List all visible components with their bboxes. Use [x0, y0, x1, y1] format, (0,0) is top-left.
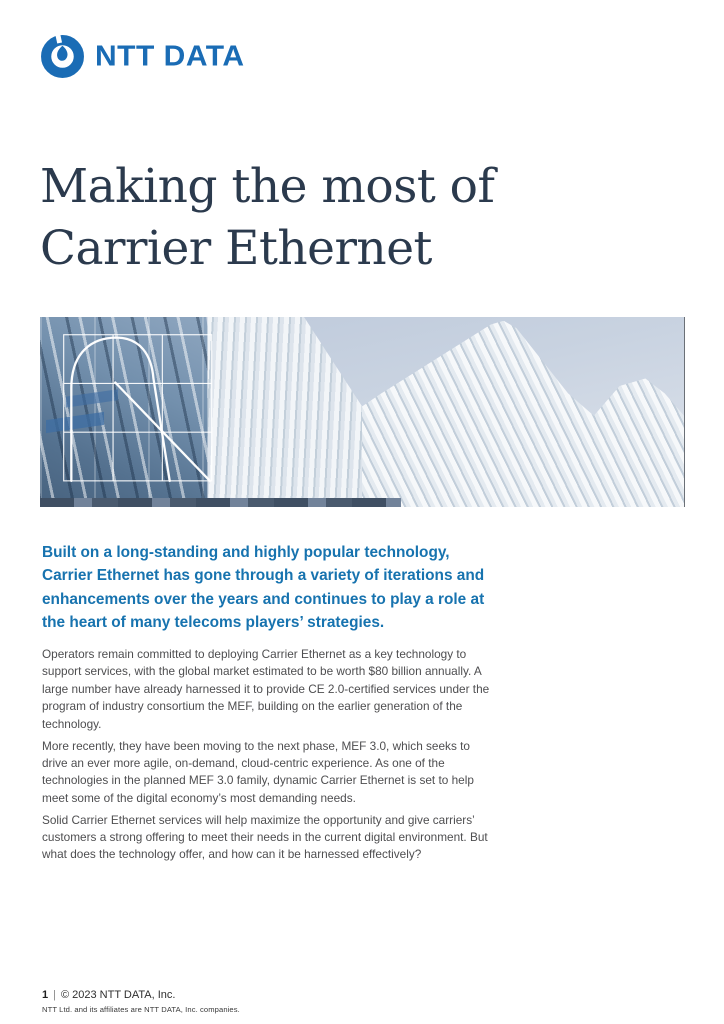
- footer-copyright-line: [42, 989, 175, 1001]
- arch-grid-motif-icon: [52, 329, 232, 499]
- title-line-1: Making the most of: [40, 159, 495, 214]
- brand-wordmark: NTT DATA: [95, 40, 245, 73]
- street-level-band: [40, 498, 401, 507]
- ntt-dynamic-loop-icon: [40, 34, 85, 79]
- ribbed-wing: [362, 321, 684, 507]
- page-title: [40, 156, 660, 280]
- footer-separator: |: [53, 989, 56, 1001]
- ntt-data-logo: [40, 34, 245, 79]
- body-paragraph-2: More recently, they have been moving to the next phase, MEF 3.0, which seeks to drive an ever more agile, on-demand, cloud-centric experience. As one of the technologies in the planned MEF 3.0 family, dynamic Carrier Ethernet is set to help meet some of the digital economy’s most demanding needs.: [42, 738, 474, 805]
- body-copy: [42, 646, 490, 868]
- body-paragraph-3: Solid Carrier Ethernet services will help maximize the opportunity and give carriers’ customers a strong offering to meet their needs in the current digital environment. But what does the technology offer, and how can it be harnessed effectively?: [42, 812, 488, 862]
- lead-paragraph: Built on a long-standing and highly popular technology, Carrier Ethernet has gone through a variety of iterations and enhancements over the years and continues to play a role at the heart of many telecoms players’ strategies.: [42, 544, 485, 632]
- hero-image: [40, 317, 685, 507]
- footer-affiliate-note: NTT Ltd. and its affiliates are NTT DATA, Inc. companies.: [42, 1005, 240, 1014]
- title-line-2: Carrier Ethernet: [40, 221, 432, 276]
- copyright-text: © 2023 NTT DATA, Inc.: [60, 989, 176, 1001]
- page-number: 1: [42, 989, 49, 1001]
- body-paragraph-1: Operators remain committed to deploying Carrier Ethernet as a key technology to support services, with the global market estimated to be worth $80 billion annually. A large number have already harnessed it to provide CE 2.0-certified services under the program of industry consortium the MEF, building on the earlier generation of the technology.: [42, 647, 490, 731]
